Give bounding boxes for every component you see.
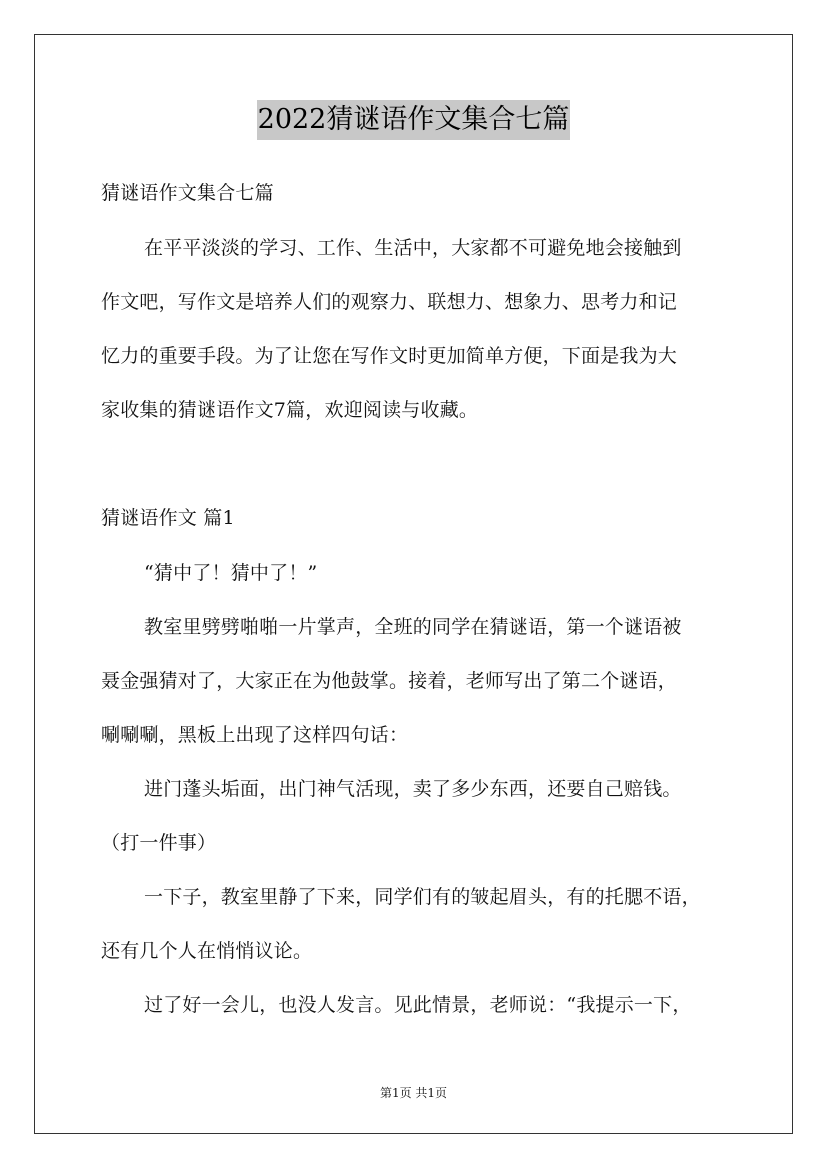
body-line-9: 过了好一会儿，也没人发言。见此情景，老师说：“我提示一下， [144,994,692,1016]
document-title: 2022猜谜语作文集合七篇 [257,100,571,140]
body-line-1: “猜中了！猜中了！” [144,562,318,584]
section-heading: 猜谜语作文 篇1 [101,507,235,529]
document-subtitle: 猜谜语作文集合七篇 [101,182,274,204]
title-container [0,100,827,140]
body-line-5: 进门蓬头垢面，出门神气活现，卖了多少东西，还要自己赔钱。 [144,778,682,800]
body-line-8: 还有几个人在悄悄议论。 [101,940,313,962]
page-number-footer: 第1页 共1页 [379,1086,448,1100]
body-line-4: 唰唰唰，黑板上出现了这样四句话： [101,724,409,746]
body-line-7: 一下子，教室里静了下来，同学们有的皱起眉头，有的托腮不语， [144,886,701,908]
intro-line-1: 在平平淡淡的学习、工作、生活中，大家都不可避免地会接触到 [144,237,682,259]
intro-line-3: 忆力的重要手段。为了让您在写作文时更加简单方便，下面是我为大 [101,345,678,367]
intro-line-4: 家收集的猜谜语作文7篇，欢迎阅读与收藏。 [101,399,479,421]
body-line-6: （打一件事） [101,832,217,854]
body-line-2: 教室里劈劈啪啪一片掌声，全班的同学在猜谜语，第一个谜语被 [144,616,682,638]
intro-line-2: 作文吧，写作文是培养人们的观察力、联想力、想象力、思考力和记 [101,291,678,313]
body-line-3: 聂金强猜对了，大家正在为他鼓掌。接着，老师写出了第二个谜语， [101,670,678,692]
